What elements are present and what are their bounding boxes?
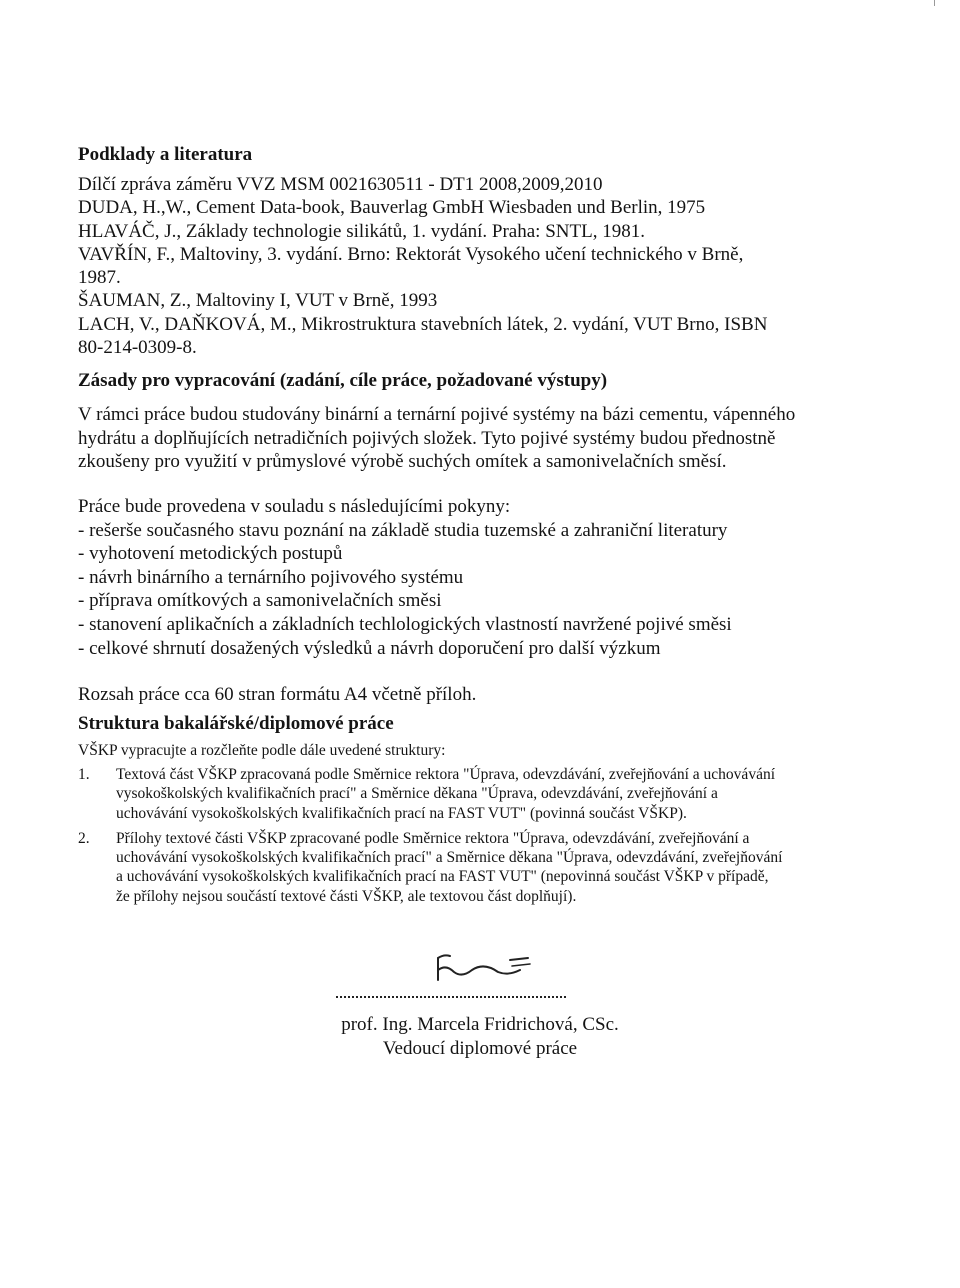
instruction-item: - návrh binárního a ternárního pojivového systému xyxy=(78,566,464,588)
list-item xyxy=(78,765,898,823)
list-item-line: uchovávání vysokoškolských kvalifikačních prací" a Směrnice děkana "Úprava, odevzdávání, zveřejňování xyxy=(116,849,783,867)
instructions-intro: Práce bude provedena v souladu s následujícími pokyny: xyxy=(78,496,511,517)
list-item-number: 2. xyxy=(78,829,90,847)
scan-mark xyxy=(934,0,935,6)
signature-role: Vedoucí diplomové práce xyxy=(382,1038,578,1059)
list-item-number: 1. xyxy=(78,766,90,783)
structure-heading: Struktura bakalářské/diplomové práce xyxy=(78,713,394,734)
literature-item: HLAVÁČ, J., Základy technologie silikátů, 1. vydání. Praha: SNTL, 1981. xyxy=(78,220,645,242)
literature-heading: Podklady a literatura xyxy=(78,144,253,165)
instructions-list xyxy=(78,495,878,660)
literature-item: DUDA, H.,W., Cement Data-book, Bauverlag GmbH Wiesbaden und Berlin, 1975 xyxy=(78,197,706,219)
literature-item: LACH, V., DAŇKOVÁ, M., Mikrostruktura stavebních látek, 2. vydání, VUT Brno, ISBN xyxy=(78,313,768,335)
literature-item: 1987. xyxy=(78,267,121,289)
list-item-line: a uchovávání vysokoškolských kvalifikačních prací na FAST VUT" (nepovinná součást VŠKP v případě, xyxy=(116,868,769,886)
literature-item: ŠAUMAN, Z., Maltoviny I, VUT v Brně, 1993 xyxy=(78,290,438,312)
list-item-line: Textová část VŠKP zpracovaná podle Směrnice rektora "Úprava, odevzdávání, zveřejňování a uchovávání xyxy=(116,766,775,783)
instruction-item: - stanovení aplikačních a základních techlologických vlastností navržené pojivé směsi xyxy=(78,613,732,635)
paragraph-line: zkoušeny pro využití v průmyslové výrobě suchých omítek a samonivelačních směsí. xyxy=(78,451,727,473)
principles-heading: Zásady pro vypracování (zadání, cíle práce, požadované výstupy) xyxy=(78,370,608,391)
handwritten-signature xyxy=(428,950,538,990)
instruction-item: - příprava omítkových a samonivelačních směsi xyxy=(78,590,442,612)
scope-text: Rozsah práce cca 60 stran formátu A4 včetně příloh. xyxy=(78,684,477,705)
structure-intro: VŠKP vypracujte a rozčleňte podle dále uvedené struktury: xyxy=(78,742,446,759)
instruction-item: - celkové shrnutí dosažených výsledků a návrh doporučení pro další výzkum xyxy=(78,637,661,659)
instruction-item: - vyhotovení metodických postupů xyxy=(78,543,343,565)
list-item-line: uchovávání vysokoškolských kvalifikačních prací na FAST VUT" (povinná součást VŠKP). xyxy=(116,804,687,822)
structure-list xyxy=(78,765,898,906)
list-item xyxy=(78,829,898,906)
list-item-line: Přílohy textové části VŠKP zpracované podle Směrnice rektora "Úprava, odevzdávání, zveřejňování a xyxy=(116,829,750,847)
list-item-line: že přílohy nejsou součástí textové části VŠKP, ale textovou část doplňují). xyxy=(116,887,577,905)
literature-list xyxy=(78,173,878,359)
signature-name: prof. Ing. Marcela Fridrichová, CSc. xyxy=(341,1014,619,1035)
instruction-item: - rešerše současného stavu poznání na základě studia tuzemské a zahraniční literatury xyxy=(78,519,728,541)
literature-item: 80-214-0309-8. xyxy=(78,337,197,359)
paragraph-line: V rámci práce budou studovány binární a ternární pojivé systémy na bázi cementu, vápenného xyxy=(78,404,796,425)
signature-dotted-line xyxy=(336,996,566,998)
list-item-line: vysokoškolských kvalifikačních prací" a Směrnice děkana "Úprava, odevzdávání, zveřejňování a xyxy=(116,785,718,803)
paragraph-line: hydrátu a doplňujících netradičních pojivých složek. Tyto pojivé systémy budou přednostně xyxy=(78,427,776,449)
literature-item: VAVŘÍN, F., Maltoviny, 3. vydání. Brno: Rektorát Vysokého učení technického v Brně, xyxy=(78,243,744,265)
literature-item: Dílčí zpráva záměru VVZ MSM 0021630511 - DT1 2008,2009,2010 xyxy=(78,174,603,195)
principles-paragraph xyxy=(78,403,878,474)
